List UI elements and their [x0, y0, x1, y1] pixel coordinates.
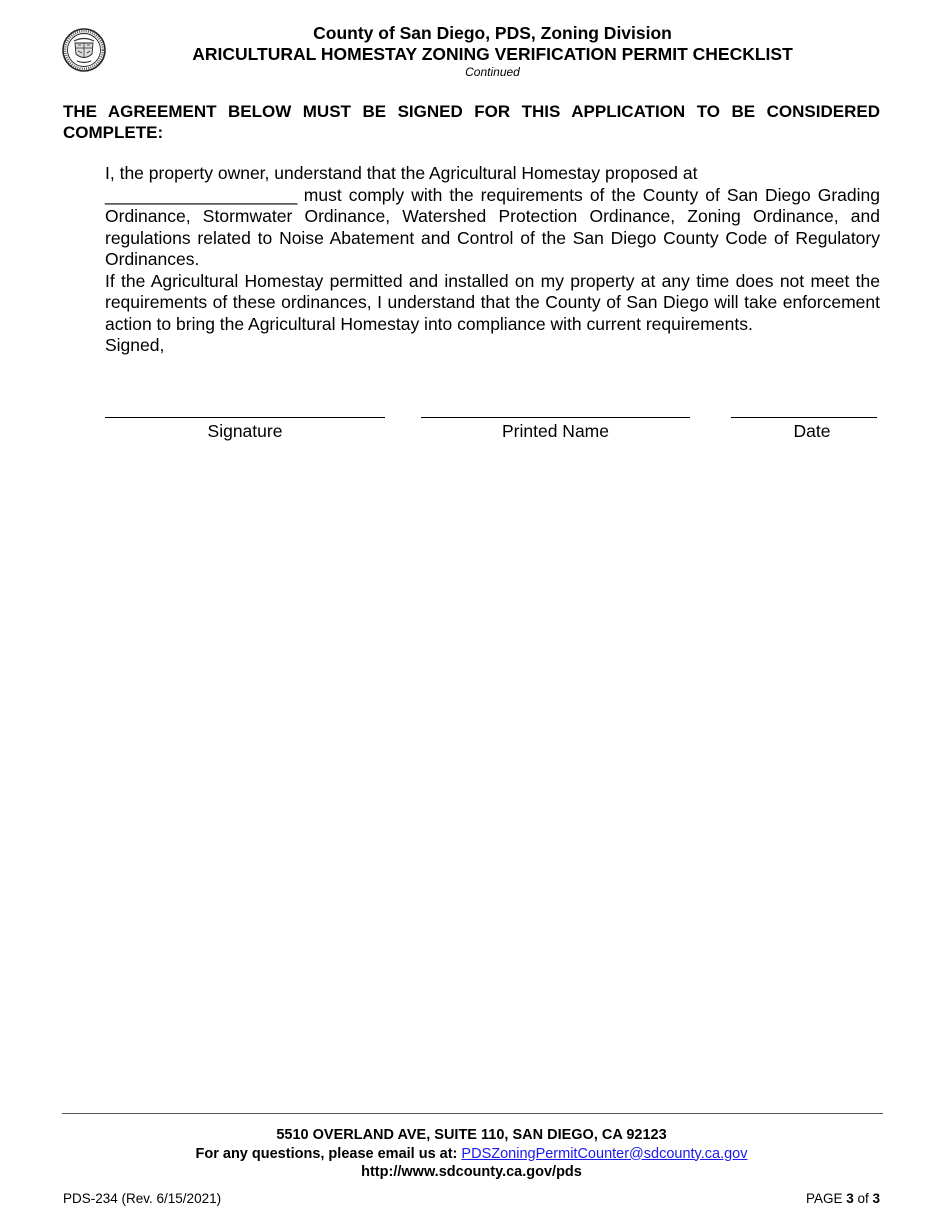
printed-name-line[interactable]: [421, 417, 690, 418]
page-current: 3: [846, 1191, 854, 1206]
date-line[interactable]: [731, 417, 877, 418]
checklist-title: ARICULTURAL HOMESTAY ZONING VERIFICATION PERMIT CHECKLIST: [192, 44, 793, 64]
page-total: 3: [872, 1191, 880, 1206]
continued-label: Continued: [465, 65, 520, 79]
agreement-paragraph-2: If the Agricultural Homestay permitted and installed on my property at any time does not meet the requirements of these ordinances, I understand that the County of San Diego will take enforcement action to bring the Agricultural Homestay into compliance with current requirements.: [105, 270, 880, 334]
signature-line[interactable]: [105, 417, 385, 418]
agreement-p1-end: must comply with the requirements of the County of San Diego Grading Ordinance, Stormwater Ordinance, Watershed Protection Ordinance, Zoning Ordinance, and regulations related to Noise Abatement and Control of the San Diego County Code of Regulatory Ordinances.: [105, 184, 880, 269]
property-address-blank[interactable]: _____________________: [105, 184, 297, 205]
department-title: County of San Diego, PDS, Zoning Division: [313, 23, 672, 43]
email-link[interactable]: PDSZoningPermitCounter@sdcounty.ca.gov: [461, 1145, 748, 1162]
agreement-p1-start: I, the property owner, understand that the Agricultural Homestay proposed at: [105, 163, 698, 183]
signature-requirement-notice: THE AGREEMENT BELOW MUST BE SIGNED FOR THIS APPLICATION TO BE CONSIDERED COMPLETE:: [63, 102, 880, 142]
printed-name-label: Printed Name: [502, 421, 609, 441]
document-header: [0, 22, 950, 80]
footer-contact: [0, 1126, 943, 1182]
questions-prefix: For any questions, please email us at:: [195, 1145, 462, 1162]
page-prefix: PAGE: [805, 1191, 847, 1206]
signature-label: Signature: [207, 421, 283, 441]
footer-divider: [62, 1113, 883, 1114]
form-revision-id: PDS-234 (Rev. 6/15/2021): [63, 1191, 222, 1206]
website-url[interactable]: http://www.sdcounty.ca.gov/pds: [361, 1164, 582, 1180]
page-number: [806, 1191, 880, 1206]
agreement-paragraph-1: [105, 163, 880, 271]
office-address: 5510 OVERLAND AVE, SUITE 110, SAN DIEGO, CA 92123: [276, 1127, 667, 1143]
date-label: Date: [793, 421, 831, 441]
agreement-text: [105, 163, 880, 357]
questions-line: [0, 1145, 943, 1164]
page-of: of: [853, 1191, 873, 1206]
signed-label: Signed,: [105, 335, 165, 355]
